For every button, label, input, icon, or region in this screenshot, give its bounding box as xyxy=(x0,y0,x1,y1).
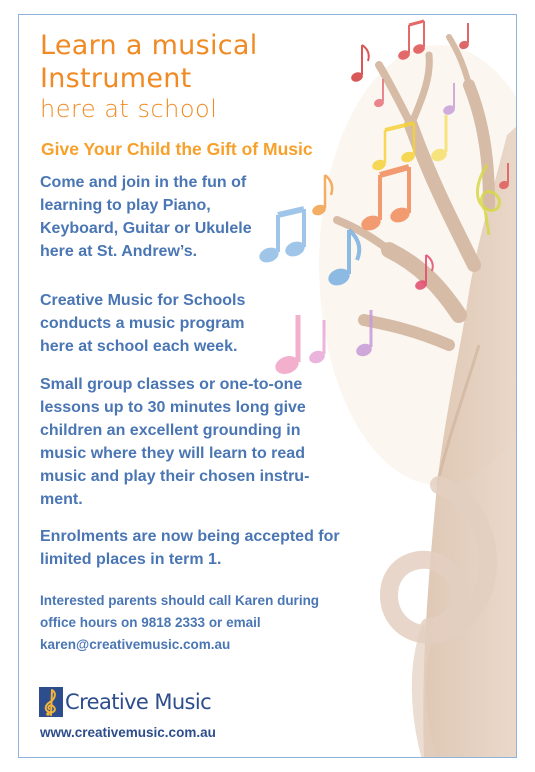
flyer xyxy=(18,14,517,758)
text-line: office hours on 9818 2333 or email xyxy=(40,615,261,630)
title-line: Learn a musical xyxy=(40,30,258,61)
enrolment-paragraph xyxy=(40,525,390,571)
treble-clef-icon xyxy=(39,687,63,717)
text-line: Small group classes or one-to-one xyxy=(40,376,303,393)
text-line: lessons up to 30 minutes long give xyxy=(40,399,306,416)
text-line: here at school each week. xyxy=(40,338,238,355)
text-line: children an excellent grounding in xyxy=(40,422,301,439)
contact-info xyxy=(40,590,380,656)
text-line: music where they will learn to read xyxy=(40,445,305,462)
brand-name: Creative Music xyxy=(65,690,212,714)
text-line: Interested parents should call Karen during xyxy=(40,593,320,608)
website-link[interactable]: www.creativemusic.com.au xyxy=(40,725,216,740)
text-line: Come and join in the fun of xyxy=(40,174,247,191)
page-title xyxy=(40,29,258,95)
classes-paragraph xyxy=(40,373,370,511)
creative-music-logo xyxy=(39,687,211,717)
page-subtitle: here at school xyxy=(40,95,218,123)
flyer-content xyxy=(19,15,517,758)
tagline: Give Your Child the Gift of Music xyxy=(41,139,313,159)
text-line: here at St. Andrew’s. xyxy=(40,243,198,260)
text-line: ment. xyxy=(40,491,83,508)
intro-paragraph xyxy=(40,171,310,263)
text-line: conducts a music program xyxy=(40,315,245,332)
program-paragraph xyxy=(40,289,310,358)
title-line: Instrument xyxy=(40,63,192,94)
text-line: Keyboard, Guitar or Ukulele xyxy=(40,220,252,237)
text-line: Creative Music for Schools xyxy=(40,292,246,309)
contact-email[interactable]: karen@creativemusic.com.au xyxy=(40,637,231,652)
text-line: music and play their chosen instru- xyxy=(40,468,310,485)
text-line: learning to play Piano, xyxy=(40,197,211,214)
text-line: limited places in term 1. xyxy=(40,551,222,568)
text-line: Enrolments are now being accepted for xyxy=(40,528,340,545)
